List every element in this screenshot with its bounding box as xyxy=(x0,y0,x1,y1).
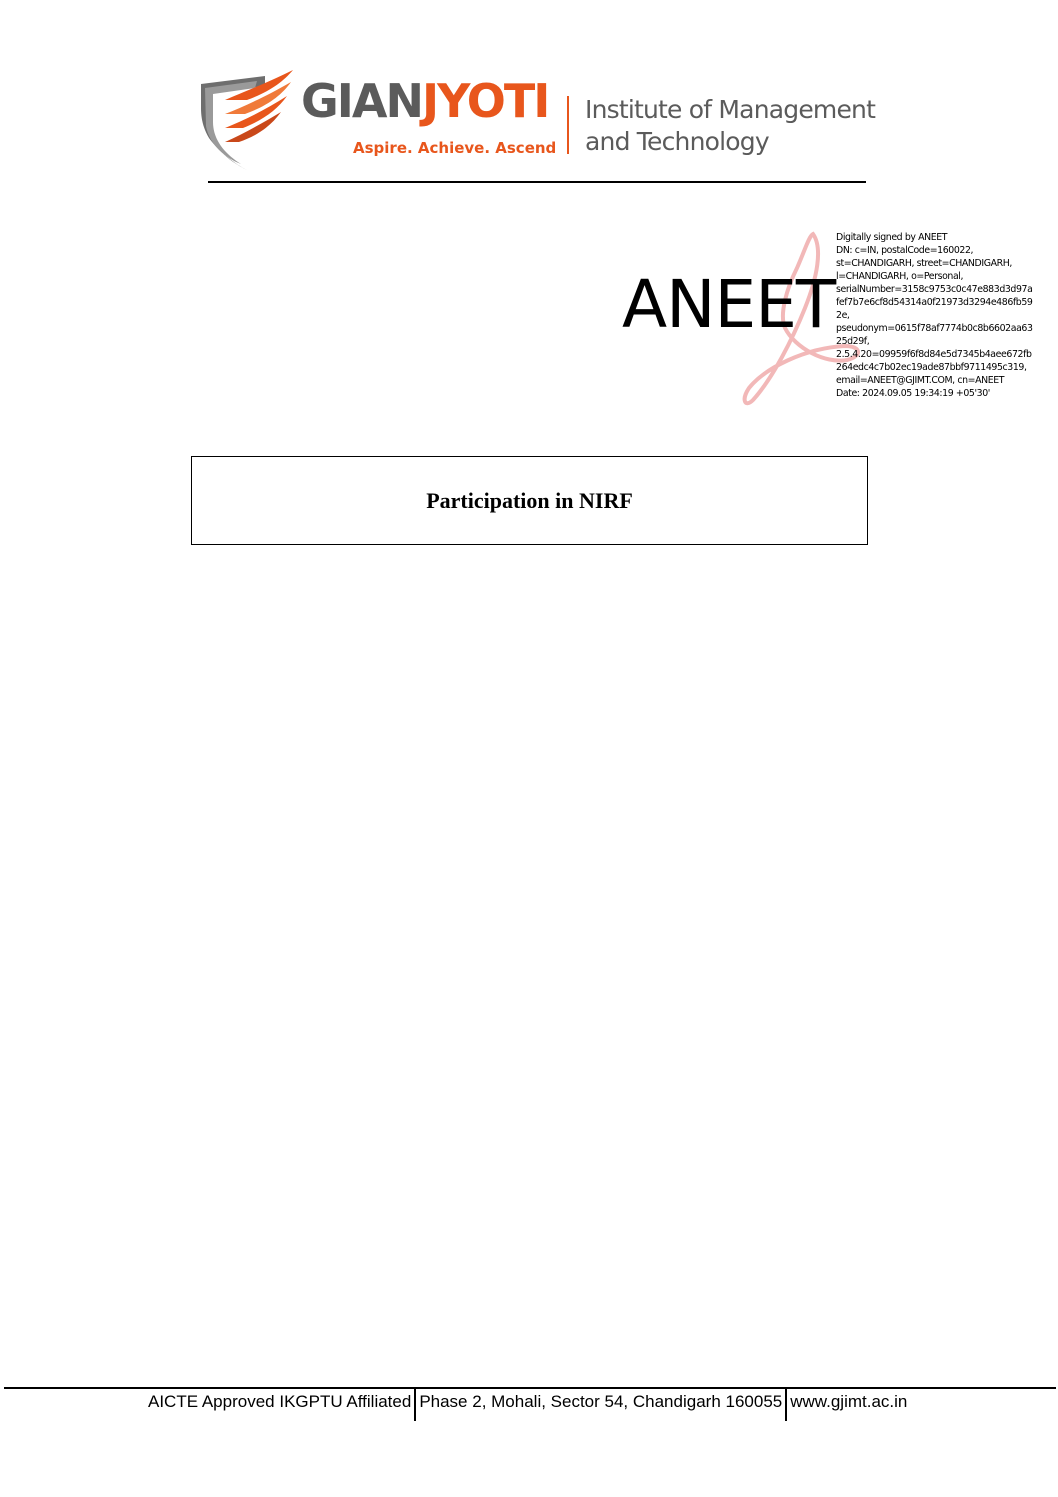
footer-website-link[interactable]: www.gjimt.ac.in xyxy=(790,1392,908,1411)
signature-line: serialNumber=3158c9753c0c47e883d3d97a xyxy=(836,284,1033,295)
brand-divider xyxy=(567,96,569,154)
footer-divider xyxy=(785,1388,787,1421)
shield-logo-icon xyxy=(195,66,295,176)
signer-name: ANEET xyxy=(622,266,836,343)
brand-gian: GIAN xyxy=(301,74,422,128)
letterhead xyxy=(195,66,875,178)
signature-line: Date: 2024.09.05 19:34:19 +05'30' xyxy=(836,388,990,399)
footer-address: Phase 2, Mohali, Sector 54, Chandigarh 160055 xyxy=(419,1392,783,1411)
footer-divider xyxy=(414,1388,416,1421)
signature-line: 2e, xyxy=(836,310,850,321)
footer-affiliation: AICTE Approved IKGPTU Affiliated xyxy=(148,1392,412,1411)
signature-line: pseudonym=0615f78af7774b0c8b6602aa63 xyxy=(836,323,1033,334)
institute-name-line2: and Technology xyxy=(585,127,769,156)
brand-tagline: Aspire. Achieve. Ascend xyxy=(353,139,557,157)
institute-name-line1: Institute of Management xyxy=(585,95,876,124)
signature-line: Digitally signed by ANEET xyxy=(836,232,948,243)
brand-wordmark xyxy=(301,74,549,128)
signature-line: st=CHANDIGARH, street=CHANDIGARH, xyxy=(836,258,1012,269)
signature-line: email=ANEET@GJIMT.COM, cn=ANEET xyxy=(836,375,1005,386)
signature-line: 264edc4c7b02ec19ade87bbf9711495c319, xyxy=(836,362,1027,373)
header-rule xyxy=(208,181,866,183)
signature-line: l=CHANDIGARH, o=Personal, xyxy=(836,271,964,282)
signature-line: fef7b7e6cf8d54314a0f21973d3294e486fb59 xyxy=(836,297,1033,308)
title-box xyxy=(191,456,868,545)
page-title: Participation in NIRF xyxy=(426,487,633,513)
footer xyxy=(148,1388,907,1421)
signature-line: DN: c=IN, postalCode=160022, xyxy=(836,245,974,256)
brand-jyoti: JYOTI xyxy=(421,74,549,128)
signature-line: 2.5.4.20=09959f6f8d84e5d7345b4aee672fb xyxy=(836,349,1032,360)
signature-details xyxy=(836,231,1051,400)
signature-line: 25d29f, xyxy=(836,336,870,347)
institute-name xyxy=(585,94,875,158)
